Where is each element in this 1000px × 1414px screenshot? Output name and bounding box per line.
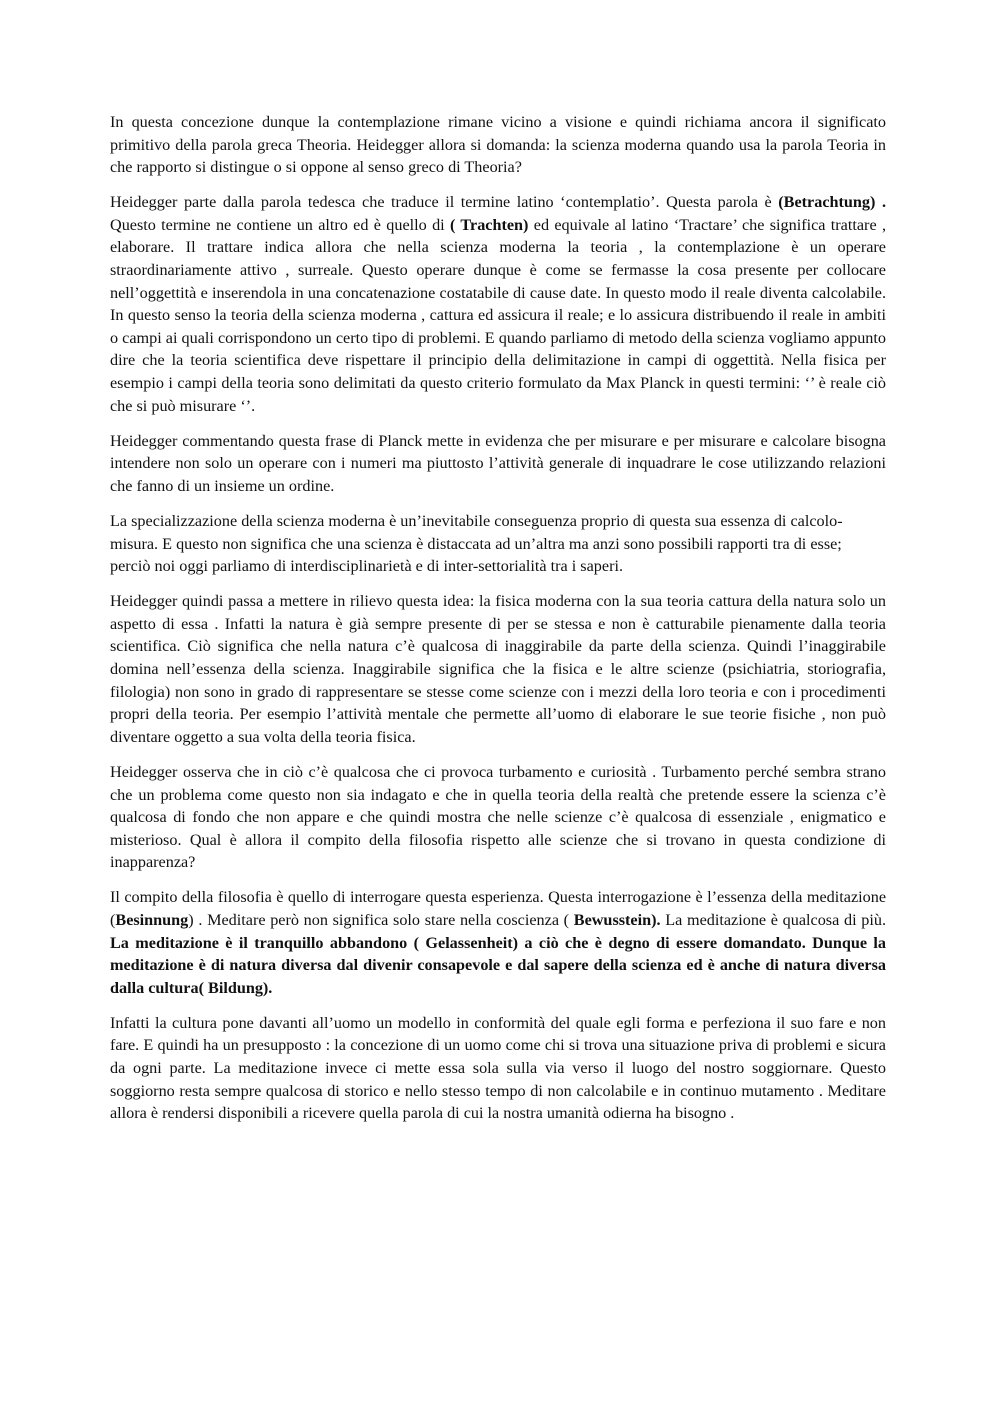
text-segment: Heidegger osserva che in ciò c’è qualcosa che ci provoca turbamento e curiosità . Turbamento perché sembra strano che un problema come questo non sia indagato e che in quella teoria della realtà che pretende essere la scienza c’è qualcosa di fondo che non appare e che quindi mostra che nelle scienze c’è qualcosa di essenziale , enigmatico e misterioso. Qual è allora il compito della filosofia rispetto alle scienze che si trovano in questa condizione di inapparenza? — [110, 762, 886, 872]
text-segment: In questa concezione dunque la contemplazione rimane vicino a visione e quindi richiama ancora il significato primitivo della parola greca Theoria. Heidegger allora si domanda: la scienza moderna quando usa la parola Teoria in che rapporto si distingue o si oppone al senso greco di Theoria? — [110, 113, 886, 177]
paragraph-6 — [110, 761, 886, 874]
paragraph-7 — [110, 886, 886, 999]
paragraph-3 — [110, 430, 886, 498]
bold-term-trachten: ( Trachten) — [450, 215, 529, 234]
text-segment: Il compito della filosofia è quello di interrogare questa esperienza. Questa interrogazione è l’essenza della meditazione ( — [110, 888, 886, 929]
bold-term-betrachtung: (Betrachtung) . — [778, 193, 887, 212]
text-segment: Infatti la cultura pone davanti all’uomo un modello in conformità del quale egli forma e perfeziona il suo fare e non fare. E quindi ha un presupposto : la concezione di un uomo come chi si trova una situazione priva di problemi e sicura da ogni parte. La meditazione invece ci mette essa sola sulla via verso il luogo del nostro soggiornare. Questo soggiorno resta sempre qualcosa di storico e nello stesso tempo di non calcolabile e in continuo mutamento . Meditare allora è rendersi disponibili a ricevere quella parola di cui la nostra umanità odierna ha bisogno . — [110, 1013, 886, 1123]
paragraph-4 — [110, 510, 886, 578]
bold-term-bewusstein: Bewusstein). — [573, 911, 661, 929]
paragraph-8 — [110, 1012, 886, 1125]
text-segment: Heidegger quindi passa a mettere in rilievo questa idea: la fisica moderna con la sua teoria cattura della natura solo un aspetto di essa . Infatti la natura è già sempre presente di per se stessa e non è catturabile pienamente dalla teoria scientifica. Ciò significa che nella natura c’è qualcosa di inaggirabile da parte della scienza. Quindi l’inaggirabile domina nell’essenza della scienza. Inaggirabile significa che la fisica e le altre scienze (psichiatria, storiografia, filologia) non sono in grado di rappresentare se stesse come scienze con i mezzi della loro teoria e con i procedimenti propri della teoria. Per esempio l’attività mentale che permette all’uomo di elaborare le sue teorie fisiche , non può diventare oggetto a sua volta della teoria fisica. — [110, 592, 886, 746]
text-segment: Heidegger parte dalla parola tedesca che traduce il termine latino ‘contemplatio’. Questa parola è — [110, 193, 779, 212]
paragraph-2 — [110, 191, 886, 417]
text-segment: Heidegger commentando questa frase di Planck mette in evidenza che per misurare e per misurare e calcolare bisogna intendere non solo un operare con i numeri ma piuttosto l’attività generale di inquadrare le cose utilizzando relazioni che fanno di un insieme un ordine. — [110, 431, 886, 495]
paragraph-1 — [110, 111, 886, 179]
text-segment: La specializzazione della scienza moderna è un’inevitabile conseguenza proprio di questa sua essenza di calcolo-misura. E questo non significa che una scienza è distaccata ad un’altra ma anzi sono possibili rapporti tra di esse; perciò noi oggi parliamo di interdisciplinarietà e di inter-settorialità tra i saperi. — [110, 512, 843, 576]
bold-term-besinnung: Besinnung — [115, 911, 189, 929]
paragraph-5 — [110, 590, 886, 748]
text-segment: La meditazione è qualcosa di più. — [660, 911, 886, 929]
text-segment: ) . Meditare però non significa solo stare nella coscienza ( — [188, 911, 574, 929]
document-page — [110, 111, 886, 1137]
text-segment: ed equivale al latino ‘Tractare’ che significa trattare , elaborare. Il trattare indica allora che nella scienza moderna la teoria , la contemplazione è un operare straordinariamente attivo , surreale. Questo operare dunque è come se fermasse la cosa presente per collocare nell’oggettità e inserendola in una concatenazione costatabile di cause date. In questo modo il reale diventa calcolabile. In questo senso la teoria della scienza moderna , cattura ed assicura il reale; e lo assicura distribuendo il reale in ambiti o campi ai quali corrispondono un certo tipo di problemi. E quando parliamo di metodo della scienza vogliamo appunto dire che la teoria scientifica deve rispettare il principio della delimitazione in campi di oggettità. Nella fisica per esempio i campi della teoria sono delimitati da questo criterio formulato da Max Planck in questi termini: ‘’ è reale ciò che si può misurare ‘’. — [110, 215, 886, 415]
text-segment: Questo termine ne contiene un altro ed è quello di — [110, 215, 450, 234]
bold-passage-meditazione: La meditazione è il tranquillo abbandono ( Gelassenheit) a ciò che è degno di essere domandato. Dunque la meditazione è di natura diversa dal divenir consapevole e dal sapere della scienza ed è anche di natura diversa dalla cultura( Bildung). — [110, 933, 886, 997]
